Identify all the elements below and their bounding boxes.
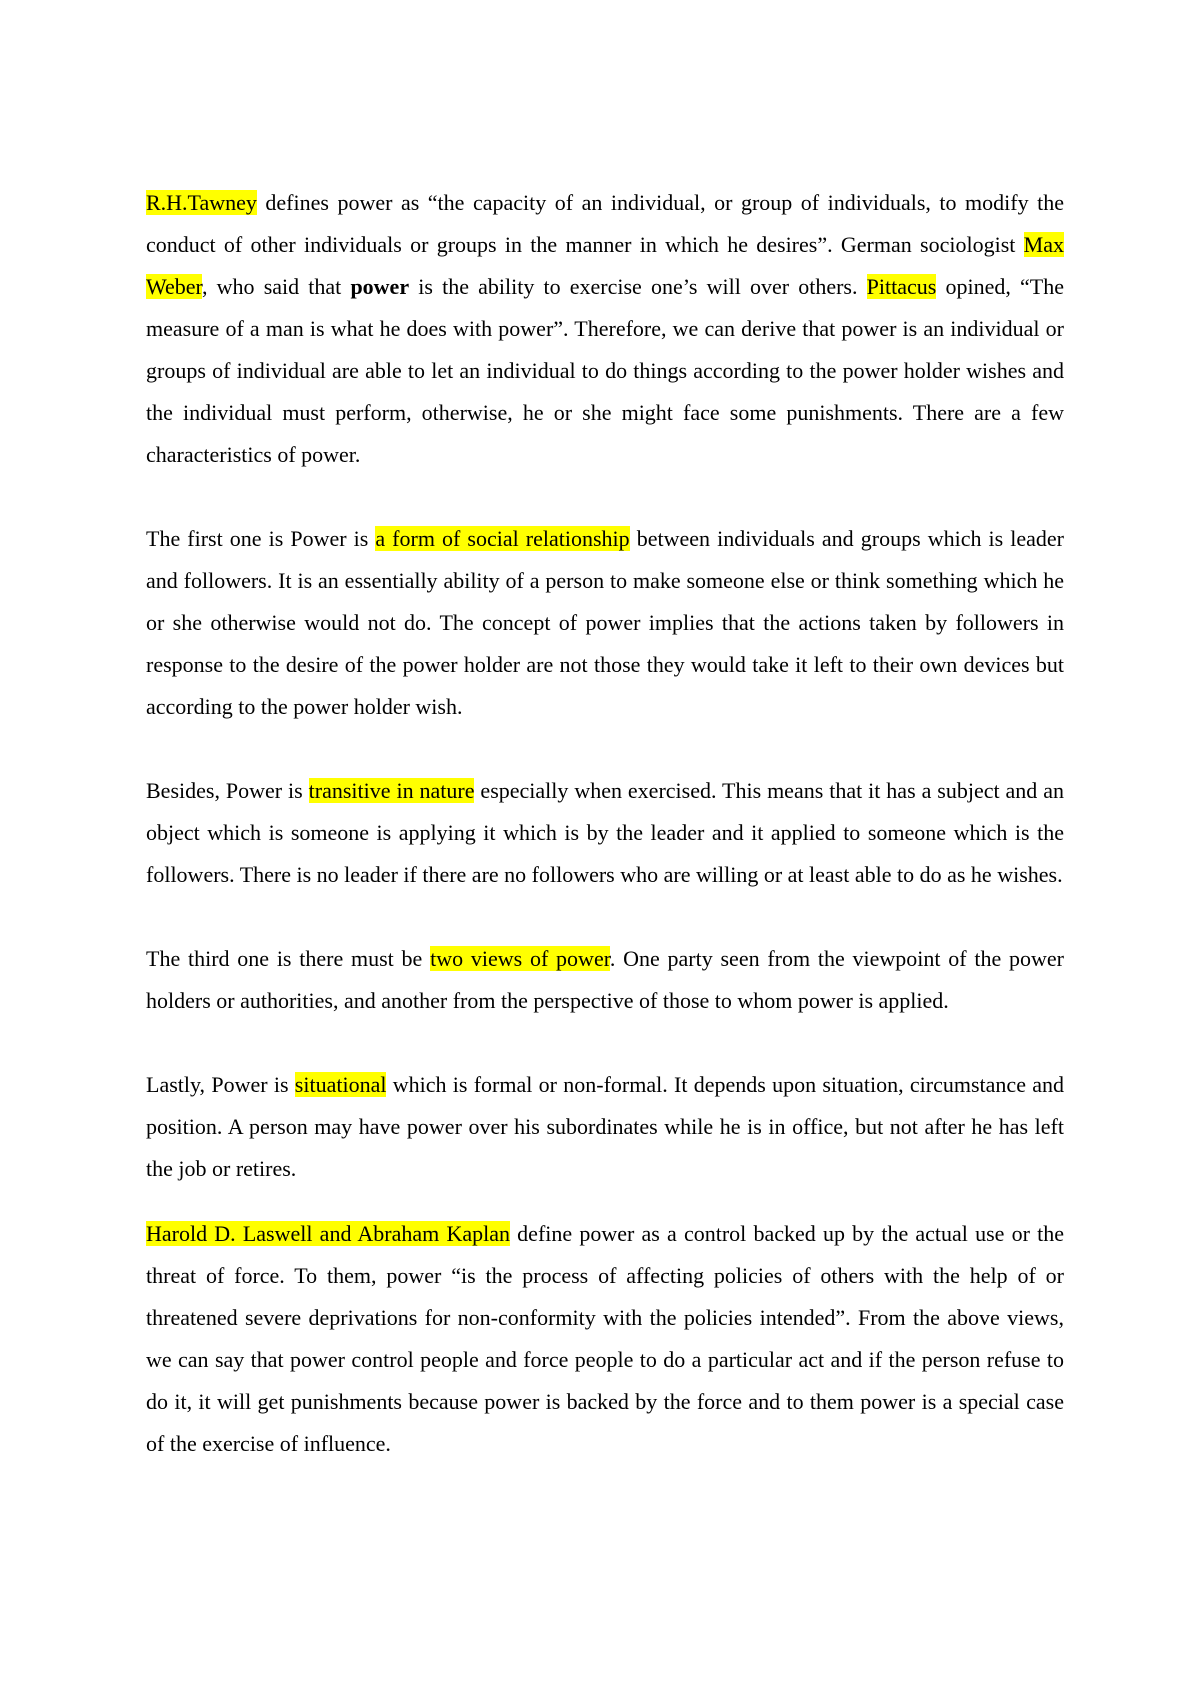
text: The third one is there must be bbox=[146, 946, 431, 971]
text: define power as a control backed up by the actual use or the threat of force. To them, power “is the process of affecting policies of others with the help of or threatened severe deprivations for non-conformity with the policies intended”. From the above views, we can say that power control people and force people to do a particular act and if the person refuse to do it, it will get punishments because power is backed by the force and to them power is a special case of the exercise of influence. bbox=[146, 1221, 1064, 1456]
text: defines power as “the capacity of an individual, or group of individuals, to modify the conduct of other individuals or groups in the manner in which he desires”. German sociologist bbox=[146, 190, 1064, 257]
highlight-situational: situational bbox=[294, 1072, 387, 1097]
text: which is formal or non-formal. It depends upon situation, circumstance and position. A person may have power over his subordinates while he is in office, but not after he has left the job or retires. bbox=[146, 1072, 1065, 1181]
highlight-laswell-kaplan: Harold D. Laswell and Abraham Kaplan bbox=[146, 1221, 510, 1246]
highlight-tawney: R.H.Tawney bbox=[146, 190, 257, 215]
text: , who said that bbox=[201, 274, 351, 299]
text: especially when exercised. This means that it has a subject and an object which is someone is applying it which is by the leader and it applied to someone which is the followers. There is no leader if there are no followers who are willing or at least able to do as he wishes. bbox=[146, 778, 1064, 887]
document-page bbox=[146, 182, 1064, 1465]
paragraph-laswell-kaplan bbox=[146, 1213, 1064, 1465]
text: Lastly, Power is bbox=[146, 1072, 295, 1097]
paragraph-situational bbox=[146, 1064, 1064, 1190]
text: The first one is Power is bbox=[146, 526, 376, 551]
text: Besides, Power is bbox=[146, 778, 309, 803]
paragraph-two-views bbox=[146, 938, 1064, 1022]
paragraph-transitive bbox=[146, 770, 1064, 896]
text: opined, “The measure of a man is what he does with power”. Therefore, we can derive that power is an individual or groups of individual are able to let an individual to do things according to the power holder wishes and the individual must perform, otherwise, he or she might face some punishments. There are a few characteristics of power. bbox=[146, 274, 1064, 467]
highlight-max-weber: Max Weber bbox=[146, 232, 1064, 299]
paragraph-definition-tawney-weber bbox=[146, 182, 1064, 476]
text: between individuals and groups which is leader and followers. It is an essentially ability of a person to make someone else or think something which he or she otherwise would not do. The concept of power implies that the actions taken by followers in response to the desire of the power holder are not those they would take it left to their own devices but according to the power holder wish. bbox=[146, 526, 1064, 719]
highlight-two-views: two views of power bbox=[430, 946, 610, 971]
paragraph-social-relationship bbox=[146, 518, 1064, 728]
bold-power: power bbox=[350, 274, 410, 299]
text: is the ability to exercise one’s will over others. bbox=[409, 274, 867, 299]
highlight-social-relationship: a form of social relationship bbox=[375, 526, 630, 551]
highlight-pittacus: Pittacus bbox=[866, 274, 937, 299]
highlight-transitive: transitive in nature bbox=[308, 778, 475, 803]
text: . One party seen from the viewpoint of the power holders or authorities, and another from the perspective of those to whom power is applied. bbox=[146, 946, 1064, 1013]
